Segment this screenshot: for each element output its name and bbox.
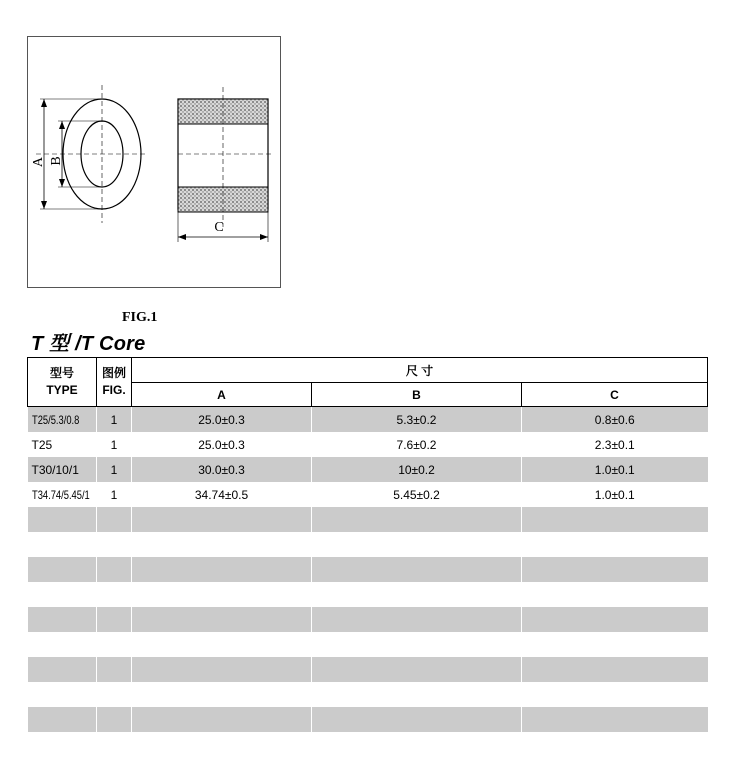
cell-c: 2.3±0.1 — [522, 432, 708, 457]
table-row-empty — [28, 507, 708, 532]
section-title: T 型 /T Core — [31, 333, 146, 355]
cell-b: 5.3±0.2 — [312, 407, 522, 433]
header-type-en: TYPE — [46, 383, 78, 397]
label-a: A — [31, 156, 46, 168]
header-col-b: B — [312, 383, 522, 407]
cell-a: 30.0±0.3 — [132, 457, 312, 482]
table-row — [28, 457, 708, 482]
table-header — [28, 358, 708, 407]
label-b: B — [49, 156, 64, 166]
header-fig — [97, 358, 132, 407]
cell-type: T25 — [28, 432, 97, 457]
table-row — [28, 482, 708, 507]
table-row-empty — [28, 607, 708, 632]
header-type-cn: 型号 — [49, 366, 74, 380]
header-fig-cn: 图例 — [101, 366, 126, 380]
table-row-empty — [28, 582, 708, 607]
cell-b: 7.6±0.2 — [312, 432, 522, 457]
cell-fig: 1 — [97, 432, 132, 457]
table-row-empty — [28, 557, 708, 582]
toroid-diagram — [28, 37, 282, 289]
cell-a: 25.0±0.3 — [132, 432, 312, 457]
table-body — [28, 407, 708, 733]
header-fig-en: FIG. — [102, 383, 126, 397]
header-col-a: A — [132, 383, 312, 407]
table-row-empty — [28, 632, 708, 657]
table-row-empty — [28, 707, 708, 732]
cell-fig: 1 — [97, 457, 132, 482]
header-type — [28, 358, 97, 407]
table-row-empty — [28, 682, 708, 707]
cell-type — [28, 482, 97, 507]
cell-fig: 1 — [97, 482, 132, 507]
label-c: C — [214, 220, 224, 235]
cell-a: 34.74±0.5 — [132, 482, 312, 507]
cell-c: 1.0±0.1 — [522, 457, 708, 482]
cell-c: 0.8±0.6 — [522, 407, 708, 433]
table-row — [28, 407, 708, 433]
cell-type: T30/10/1 — [28, 457, 97, 482]
cell-type — [28, 407, 97, 433]
cell-b: 10±0.2 — [312, 457, 522, 482]
cell-fig: 1 — [97, 407, 132, 433]
cell-type-text: T34.74/5.45/1 — [31, 487, 90, 502]
figure-drawing — [27, 36, 281, 288]
cell-b: 5.45±0.2 — [312, 482, 522, 507]
table-row-empty — [28, 532, 708, 557]
figure-caption: FIG.1 — [122, 310, 158, 325]
table-row — [28, 432, 708, 457]
header-col-c: C — [522, 383, 708, 407]
table-row-empty — [28, 657, 708, 682]
cell-c: 1.0±0.1 — [522, 482, 708, 507]
spec-table — [27, 357, 708, 732]
cell-type-text: T25/5.3/0.8 — [31, 412, 79, 427]
header-dimensions: 尺 寸 — [132, 358, 708, 383]
cell-a: 25.0±0.3 — [132, 407, 312, 433]
